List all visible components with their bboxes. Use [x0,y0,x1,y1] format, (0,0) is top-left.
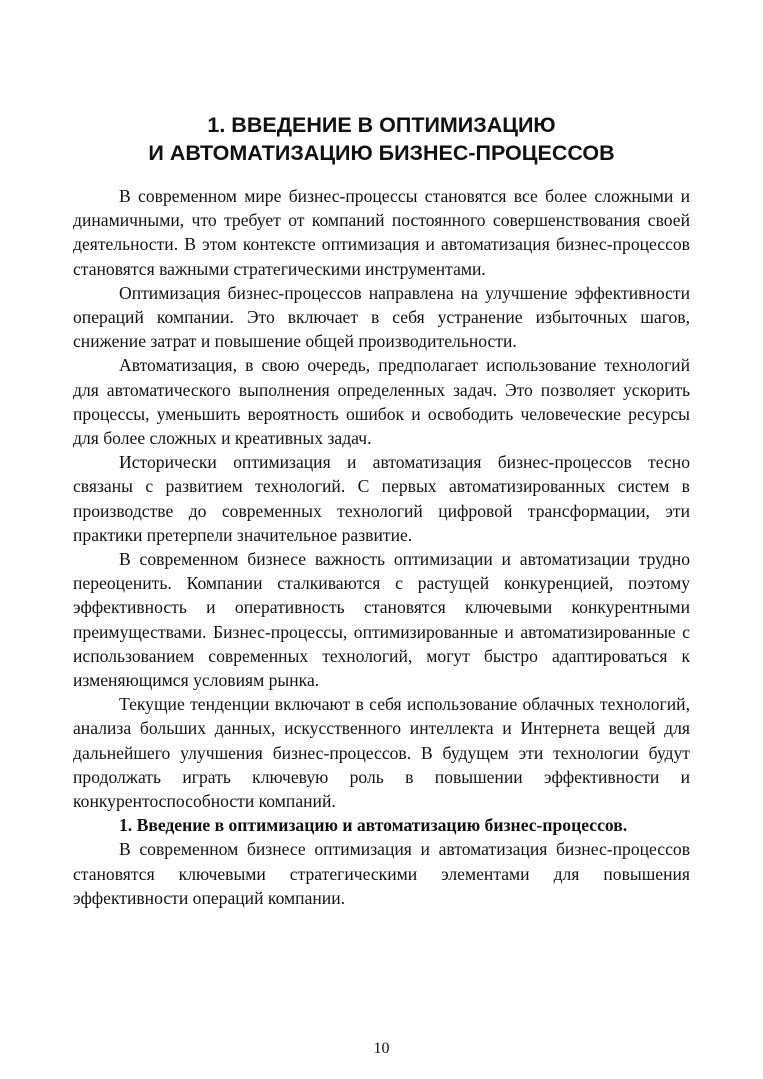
paragraph-3: Автоматизация, в свою очередь, предполагает использование технологий для автоматического выполнения определенных задач. Это позволяет ускорить процессы, уменьшить вероятность ошибок и освободить человеческие ресурсы для более сложных и креативных задач. [73,355,690,449]
paragraph-1: В современном мире бизнес-процессы становятся все более сложными и динамичными, что требует от компаний постоянного совершенствования своей деятельности. В этом контексте оптимизация и автоматизация бизнес-процессов становятся важными стратегическими инструментами. [73,186,690,279]
paragraph-4: Исторически оптимизация и автоматизация бизнес-процессов тесно связаны с развитием технологий. С первых автоматизированных систем в производстве до современных технологий цифровой трансформации, эти практики претерпели значительное развитие. [73,452,690,545]
paragraph-6: Текущие тенденции включают в себя использование облачных технологий, анализа больших данных, искусственного интеллекта и Интернета вещей для дальнейшего улучшения бизнес-процессов. В будущем эти технологии будут продолжать играть ключевую роль в повышении эффективности и конкурентоспособности компаний. [73,694,690,812]
body-text [73,184,690,910]
page-number: 10 [373,1040,390,1057]
paragraph-2: Оптимизация бизнес-процессов направлена на улучшение эффективности операций компании. Это включает в себя устранение избыточных шагов, снижение затрат и повышение общей производительности. [73,282,690,352]
section-subheading: 1. Введение в оптимизацию и автоматизацию бизнес-процессов. [119,815,628,836]
paragraph-5: В современном бизнесе важность оптимизации и автоматизации трудно переоценить. Компании сталкиваются с растущей конкуренцией, поэтому эффективность и оперативность становятся ключевыми конкурентными преимуществами. Бизнес-процессы, оптимизированные и автоматизированные с использованием современных технологий, могут быстро адаптироваться к изменяющимся условиям рынка. [73,549,690,691]
chapter-title [0,111,763,167]
paragraph-7: В современном бизнесе оптимизация и автоматизация бизнес-процессов становятся ключевыми стратегическими элементами для повышения эффективности операций компании. [73,839,690,908]
chapter-title-line-2: И АВТОМАТИЗАЦИЮ БИЗНЕС-ПРОЦЕССОВ [148,141,615,165]
chapter-title-line-1: 1. ВВЕДЕНИЕ В ОПТИМИЗАЦИЮ [207,113,556,137]
